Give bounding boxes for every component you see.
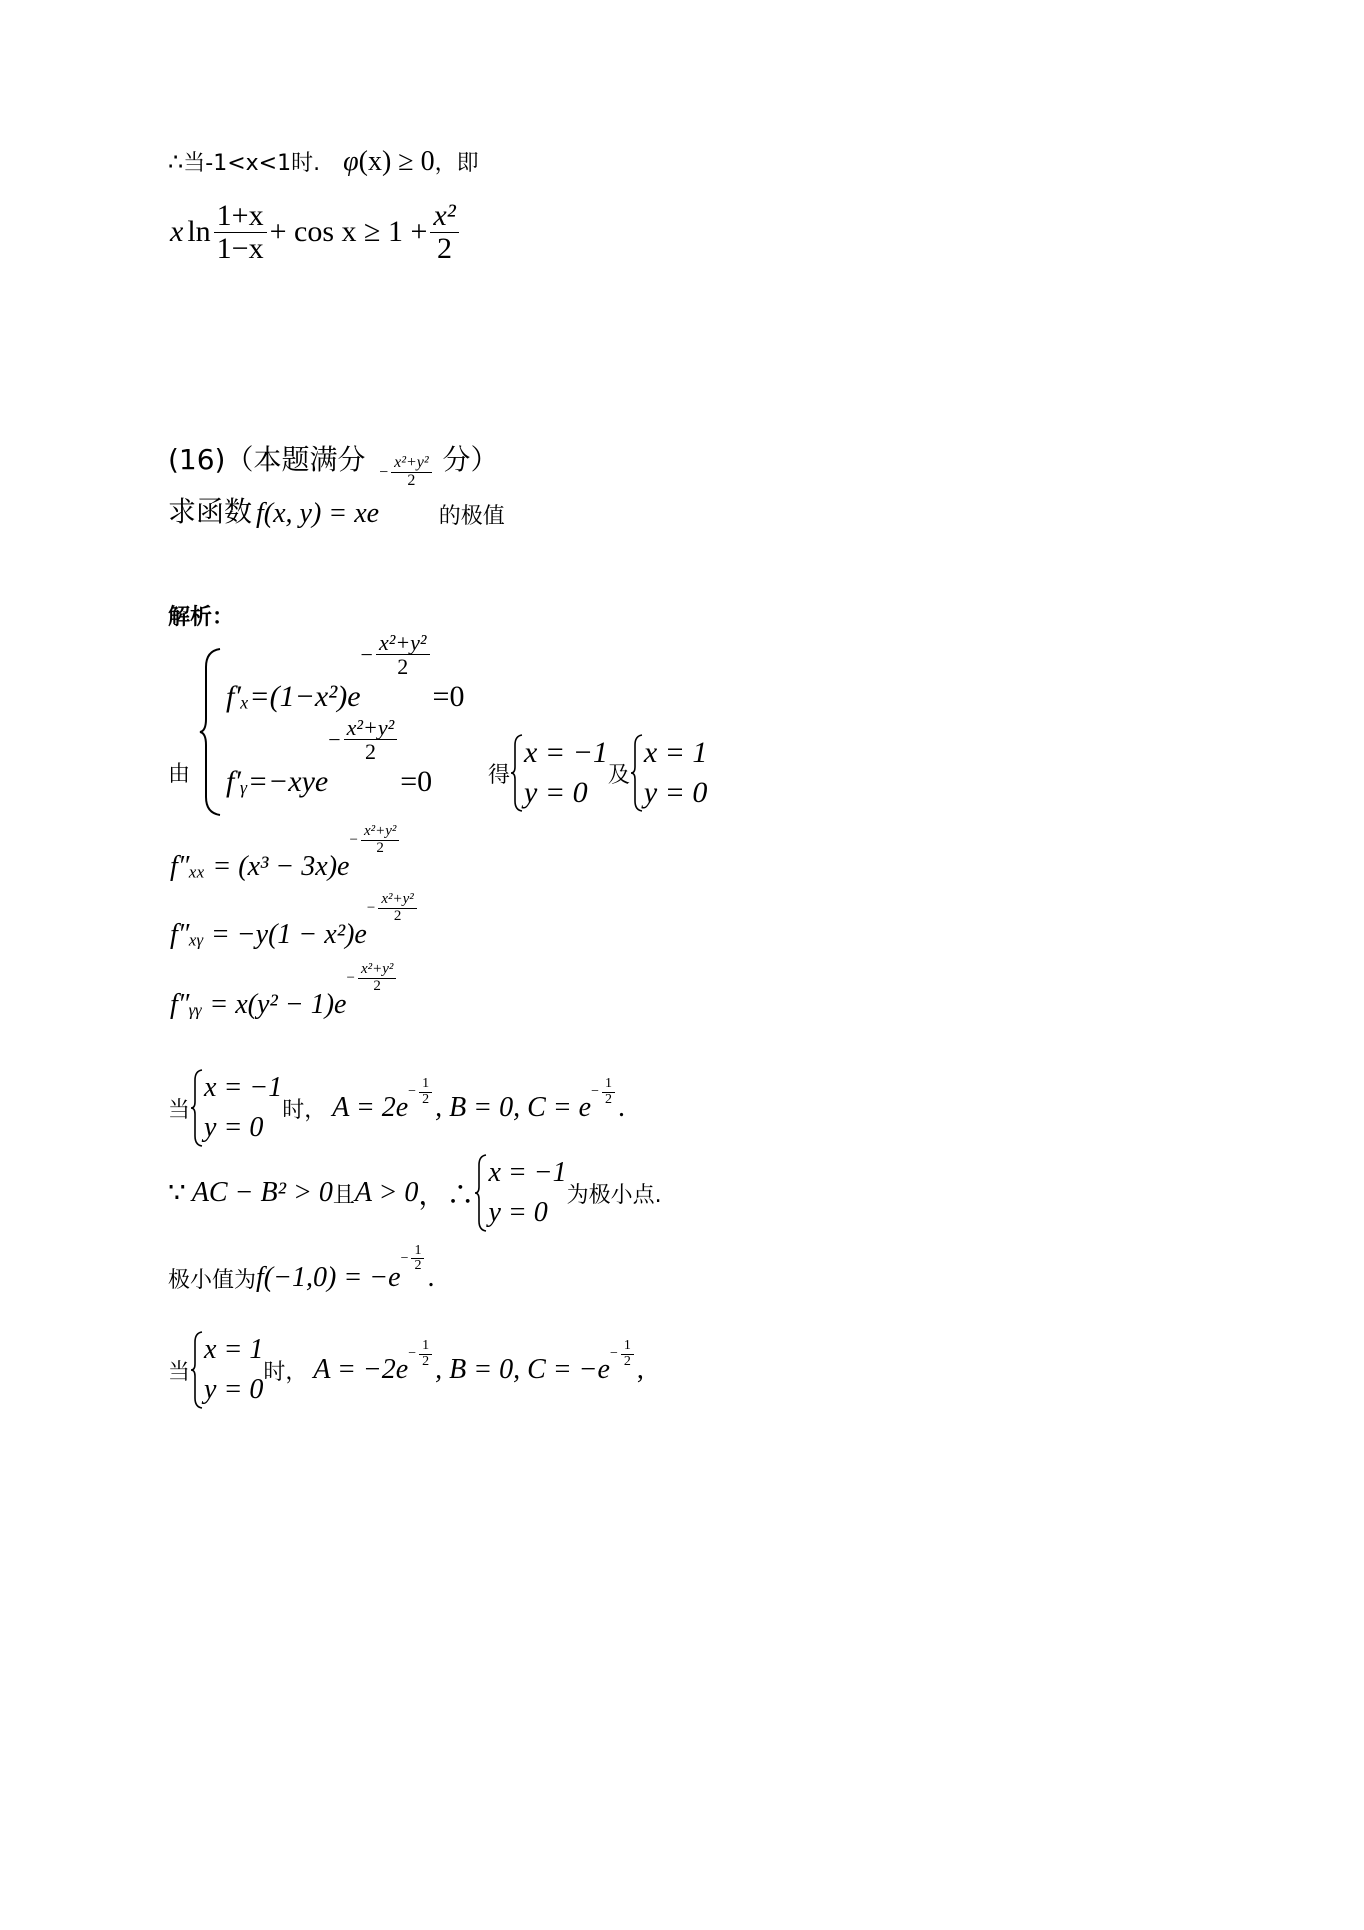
therefore-symbol: ∴ <box>168 150 184 176</box>
critical-points <box>488 733 707 813</box>
min-point: x = −1 y = 0 <box>474 1153 566 1233</box>
brace-icon <box>630 733 644 813</box>
main-inequality <box>170 200 462 264</box>
ln-denominator: 1−x <box>216 231 264 265</box>
fxx-expression: f″ₓₓ = (x³ − 3x)e <box>170 850 350 882</box>
min-label: 极小值为 <box>168 1268 257 1293</box>
problem-heading <box>168 438 499 478</box>
fy-exponent: − $\frac{\text{x²+y²}}{2}$ <box>328 716 400 763</box>
ineq-x: x <box>170 215 184 248</box>
brace-icon <box>190 1330 204 1410</box>
fx-rhs: =0 <box>432 680 465 714</box>
a-value: A = −2e <box>313 1354 409 1385</box>
fyy-line <box>170 961 399 1021</box>
brace-icon <box>190 1068 204 1148</box>
solution-two: x = 1 y = 0 <box>630 733 708 813</box>
a-value: A = 2e <box>332 1092 409 1123</box>
ln-operator: ln <box>187 215 211 248</box>
half-exponent-c: − $\frac{1}{2}$ <box>591 1077 618 1107</box>
fxy-exponent: − $\frac{\text{x²+y²}}{2}$ <box>367 892 420 925</box>
fxx-line <box>170 823 402 883</box>
left-brace-icon <box>198 647 224 817</box>
fxy-line <box>170 891 420 951</box>
fy-equation <box>226 715 433 799</box>
rhs-denominator: 2 <box>437 231 453 265</box>
time-word: 时. <box>291 151 321 176</box>
case-two: 当 x = 1 y = 0 时， A = −2e − $\frac{1}{2}$ , B = 0, C = −e − $\frac{1}{2}$ , <box>168 1330 644 1410</box>
by-word: 由 <box>168 762 191 787</box>
phi-symbol: φ <box>343 146 359 177</box>
therefore-symbol: ，∴ <box>418 1180 475 1211</box>
half-exponent-c: − $\frac{1}{2}$ <box>610 1339 637 1369</box>
ln-numerator: 1+x <box>214 200 267 233</box>
fy-rhs: =0 <box>400 765 433 799</box>
heading-end: 分） <box>442 443 499 476</box>
rhs-numerator: x² <box>430 200 458 233</box>
discriminant-expr: AC − B² > 0 <box>191 1177 333 1208</box>
brace-icon <box>510 733 524 813</box>
condition-line <box>168 146 479 178</box>
heading-text: (16)（本题满分 <box>168 443 366 476</box>
case-two-point: x = 1 y = 0 <box>190 1330 263 1410</box>
time-word: 时， <box>282 1097 327 1123</box>
case-one-point: x = −1 y = 0 <box>190 1068 282 1148</box>
solution-label: 解析： <box>168 605 235 630</box>
fx-equation <box>226 630 465 714</box>
time-word: 时， <box>263 1359 308 1385</box>
prompt-text: 求函数 <box>168 495 253 528</box>
min-expression: f(−1,0) = −e <box>256 1262 401 1293</box>
then-word: ，即 <box>434 151 479 176</box>
rhs-fraction <box>430 200 458 264</box>
cos-term: + cos x ≥ 1 + <box>269 215 428 248</box>
fx-lhs: f′ₓ=(1−x²)e <box>226 680 361 714</box>
solution-one: x = −1 y = 0 <box>510 733 608 813</box>
half-exponent-a: − $\frac{1}{2}$ <box>408 1339 435 1369</box>
and-word: 且 <box>332 1182 355 1208</box>
suffix-text: 的极值 <box>438 504 505 529</box>
bc-values: , B = 0, C = −e <box>435 1354 610 1385</box>
fyy-exponent: − $\frac{\text{x²+y²}}{2}$ <box>346 962 399 995</box>
and-word: 及 <box>607 762 630 788</box>
function-def: f(x, y) = xe <box>256 498 380 529</box>
phi-inequality: (x) ≥ 0 <box>358 146 435 177</box>
half-exponent-a: − $\frac{1}{2}$ <box>408 1077 435 1107</box>
fy-lhs: f′ᵧ=−xye <box>226 765 329 799</box>
when-word: 当 <box>168 1097 191 1123</box>
get-word: 得 <box>488 762 511 788</box>
fx-exponent: − $\frac{\text{x²+y²}}{2}$ <box>361 631 433 678</box>
bc-values: , B = 0, C = e <box>435 1092 592 1123</box>
fyy-expression: f″ᵧᵧ = x(y² − 1)e <box>170 988 347 1020</box>
is-minimum-text: 为极小点. <box>566 1182 662 1208</box>
minimum-value: 极小值为 f(−1,0) = −e − $\frac{1}{2}$ . <box>168 1242 435 1293</box>
fxx-exponent: − $\frac{\text{x²+y²}}{2}$ <box>349 824 402 857</box>
range-text: -1<x<1 <box>205 151 292 176</box>
fxy-expression: f″ₓᵧ = −y(1 − x²)e <box>170 918 367 950</box>
because-symbol: ∵ <box>168 1178 186 1209</box>
min-exponent: − $\frac{1}{2}$ <box>401 1244 428 1274</box>
brace-icon <box>474 1153 488 1233</box>
when-word: 当 <box>183 151 206 176</box>
case-one: 当 x = −1 y = 0 时， A = 2e − $\frac{1}{2}$ , B = 0, C = e − $\frac{1}{2}$ . <box>168 1068 625 1148</box>
function-exponent: − $\frac{\text{x²+y²}}{2}$ <box>379 455 435 490</box>
when-word: 当 <box>168 1359 191 1385</box>
minimum-condition <box>168 1153 662 1233</box>
ln-fraction <box>214 200 267 264</box>
a-positive: A > 0 <box>354 1177 419 1208</box>
